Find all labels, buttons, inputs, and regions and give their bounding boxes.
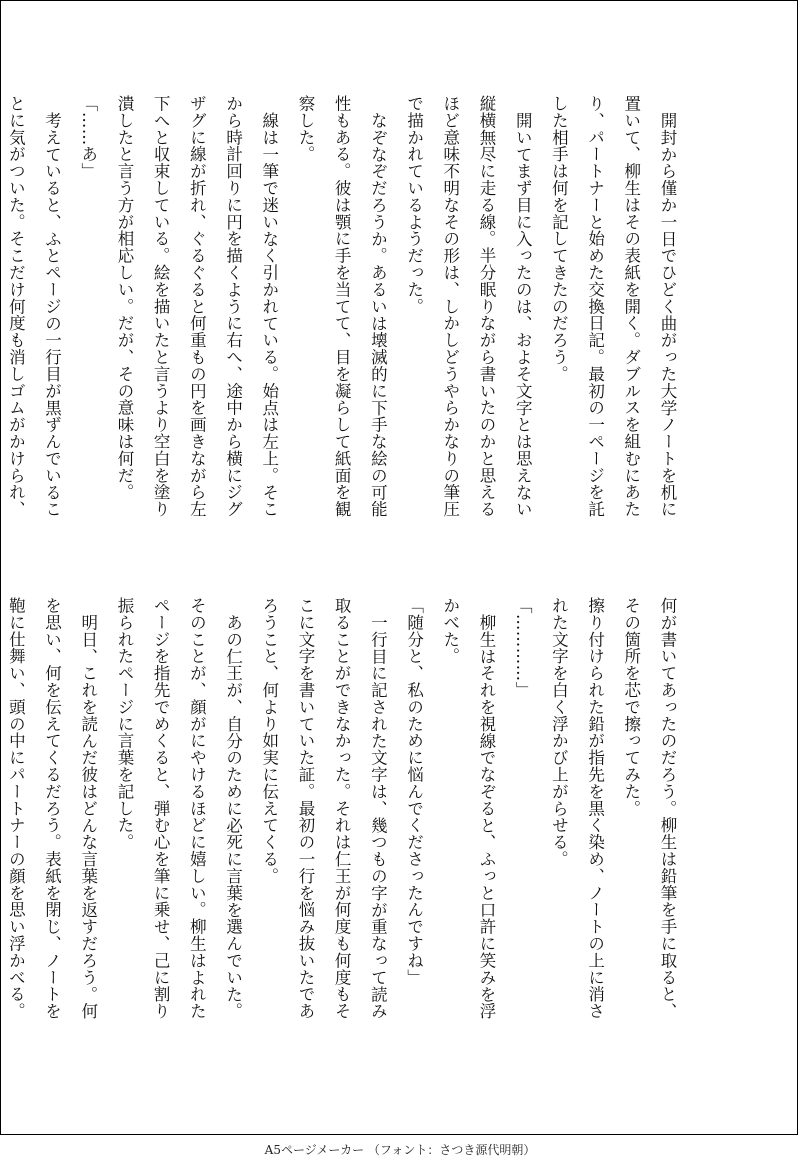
- paragraph: なぞなぞだろうか。あるいは壊滅的に下手な絵の可能性もある。彼は顎に手を当てて、目を凝らして紙面を観察した。: [295, 95, 388, 518]
- text-block-upper: [6, 95, 685, 527]
- paragraph: 明日、これを読んだ彼はどんな言葉を返すだろう。何を思い、何を伝えてくるだろう。表紙を閉じ、ノートを鞄に仕舞い、頭の中にパートナーの顔を思い浮かべる。: [6, 597, 98, 1020]
- paragraph: 柳生はそれを視線でなぞると、ふっと口許に笑みを浮かべた。: [440, 597, 496, 1020]
- paragraph: 擦り付けられた鉛が指先を黒く染め、ノートの上に消された文字を白く浮かび上がらせる。: [549, 597, 605, 1020]
- paragraph: あの仁王が、自分のために必死に言葉を選んでいた。そのことが、顔がにやけるほどに嬉しい。柳生はよれたページを指先でめくると、弾む心を筆に乗せ、己に割り振られたページに言葉を記した。: [114, 597, 243, 1020]
- text-block-lower: [6, 597, 685, 1029]
- paragraph: 何が書いてあったのだろう。柳生は鉛筆を手に取ると、その箇所を芯で擦ってみた。: [621, 597, 677, 1020]
- dialogue-line: 「……あ」: [78, 95, 98, 180]
- dialogue-line: 「…………」: [513, 597, 533, 699]
- paragraph: 線は一筆で迷いなく引かれている。始点は左上。そこから時計回りに円を描くように右へ、途中から横にジグザグに線が折れ、ぐるぐると何重もの円を画きながら左下へと収束している。絵を描いたと言うより空白を塗り潰したと言う方が相応しい。だが、その意味は何だ。: [114, 95, 279, 518]
- paragraph: 開封から僅か一日でひどく曲がった大学ノートを机に置いて、柳生はその表紙を開く。ダブルスを組むにあたり、パートナーと始めた交換日記。最初の一ページを託した相手は何を記してきたのだろう。: [549, 95, 677, 518]
- page-footer: A5ページメーカー （フォント：さつき源代明朝）: [264, 1143, 536, 1157]
- paragraph: 開いてまず目に入ったのは、およそ文字とは思えない縦横無尽に走る線。半分眠りながら書いたのかと思えるほど意味不明なその形は、しかしどうやらかなりの筆圧で描かれているようだった。: [404, 95, 533, 518]
- dialogue-line: 「随分と、私のために悩んでくださったんですね」: [404, 597, 424, 986]
- paragraph: 一行目に記された文字は、幾つもの字が重なって読み取ることができなかった。それは仁王が何度も何度もそこに文字を書いていた証。最初の一行を悩み抜いたであろうこと、何より如実に伝えてくる。: [259, 597, 388, 1020]
- paragraph: 考えていると、ふとページの一行目が黒ずんでいることに気がついた。そこだけ何度も消しゴムがかけられ、: [6, 95, 62, 518]
